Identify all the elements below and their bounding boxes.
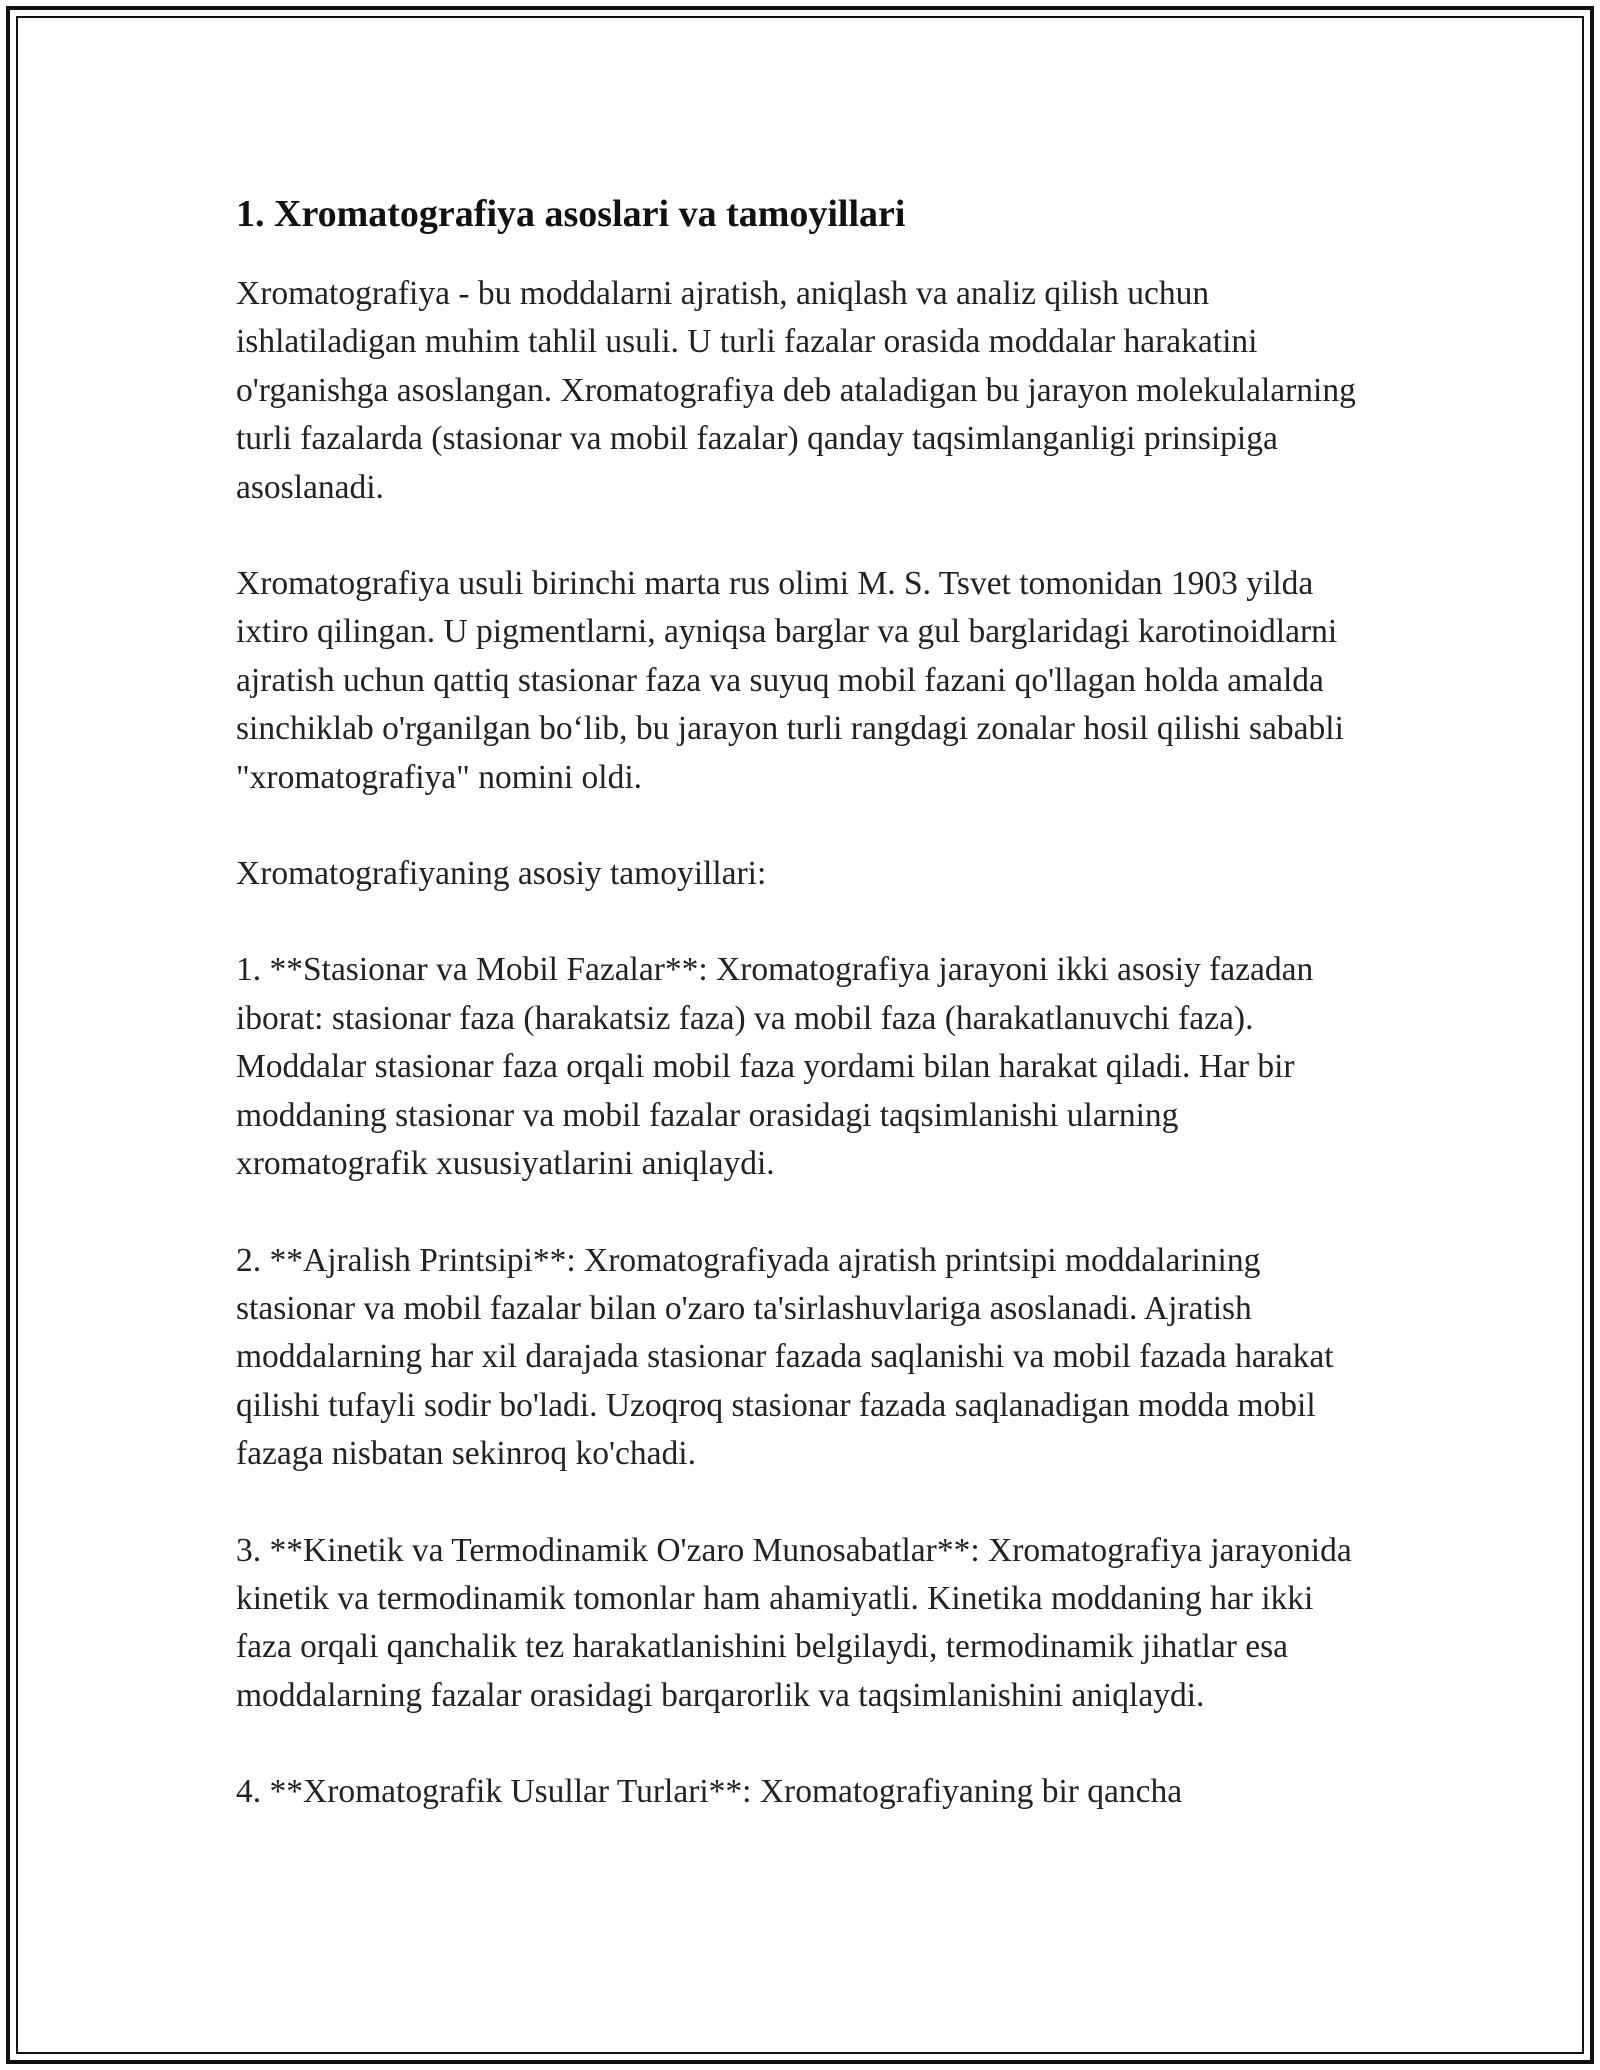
document-body bbox=[236, 186, 1376, 1817]
paragraph-history: Xromatografiya usuli birinchi marta rus olimi M. S. Tsvet tomonidan 1903 yilda ixtiro qilingan. U pigmentlarni, ayniqsa barglar va gul barglaridagi karotinoidlarni ajratish uchun qattiq stasionar faza va suyuq mobil fazani qo'llagan holda amalda sinchiklab o'rganilgan bo‘lib, bu jarayon turli rangdagi zonalar hosil qilishi sababli "xromatografiya" nomini oldi. bbox=[236, 565, 1344, 796]
list-item-principle-1: 1. **Stasionar va Mobil Fazalar**: Xromatografiya jarayoni ikki asosiy fazadan iborat: stasionar faza (harakatsiz faza) va mobil faza (harakatlanuvchi faza). Moddalar stasionar faza orqali mobil faza yordami bilan harakat qiladi. Har bir moddaning stasionar va mobil fazalar orasidagi taqsimlanishi ularning xromatografik xususiyatlarini aniqlaydi. bbox=[236, 951, 1314, 1183]
list-item-principle-4: 4. **Xromatografik Usullar Turlari**: Xromatografiyaning bir qancha bbox=[236, 1773, 1183, 1811]
paragraph-intro: Xromatografiya - bu moddalarni ajratish, aniqlash va analiz qilish uchun ishlatiladigan muhim tahlil usuli. U turli fazalar orasida moddalar harakatini o'rganishga asoslangan. Xromatografiya deb ataladigan bu jarayon molekulalarning turli fazalarda (stasionar va mobil fazalar) qanday taqsimlanganligi prinsipiga asoslanadi. bbox=[236, 275, 1356, 506]
list-item-principle-3: 3. **Kinetik va Termodinamik O'zaro Munosabatlar**: Xromatografiya jarayonida kinetik va termodinamik tomonlar ham ahamiyatli. Kinetika moddaning har ikki faza orqali qanchalik tez harakatlanishini belgilaydi, termodinamik jihatlar esa moddalarning fazalar orasidagi barqarorlik va taqsimlanishini aniqlaydi. bbox=[236, 1531, 1352, 1714]
section-heading: 1. Xromatografiya asoslari va tamoyillari bbox=[236, 193, 906, 235]
paragraph-principles-intro: Xromatografiyaning asosiy tamoyillari: bbox=[236, 855, 767, 893]
list-item-principle-2: 2. **Ajralish Printsipi**: Xromatografiyada ajratish printsipi moddalarining stasionar va mobil fazalar bilan o'zaro ta'sirlashuvlariga asoslanadi. Ajratish moddalarning har xil darajada stasionar fazada saqlanishi va mobil fazada harakat qilishi tufayli sodir bo'ladi. Uzoqroq stasionar fazada saqlanadigan modda mobil fazaga nisbatan sekinroq ko'chadi. bbox=[236, 1241, 1334, 1473]
